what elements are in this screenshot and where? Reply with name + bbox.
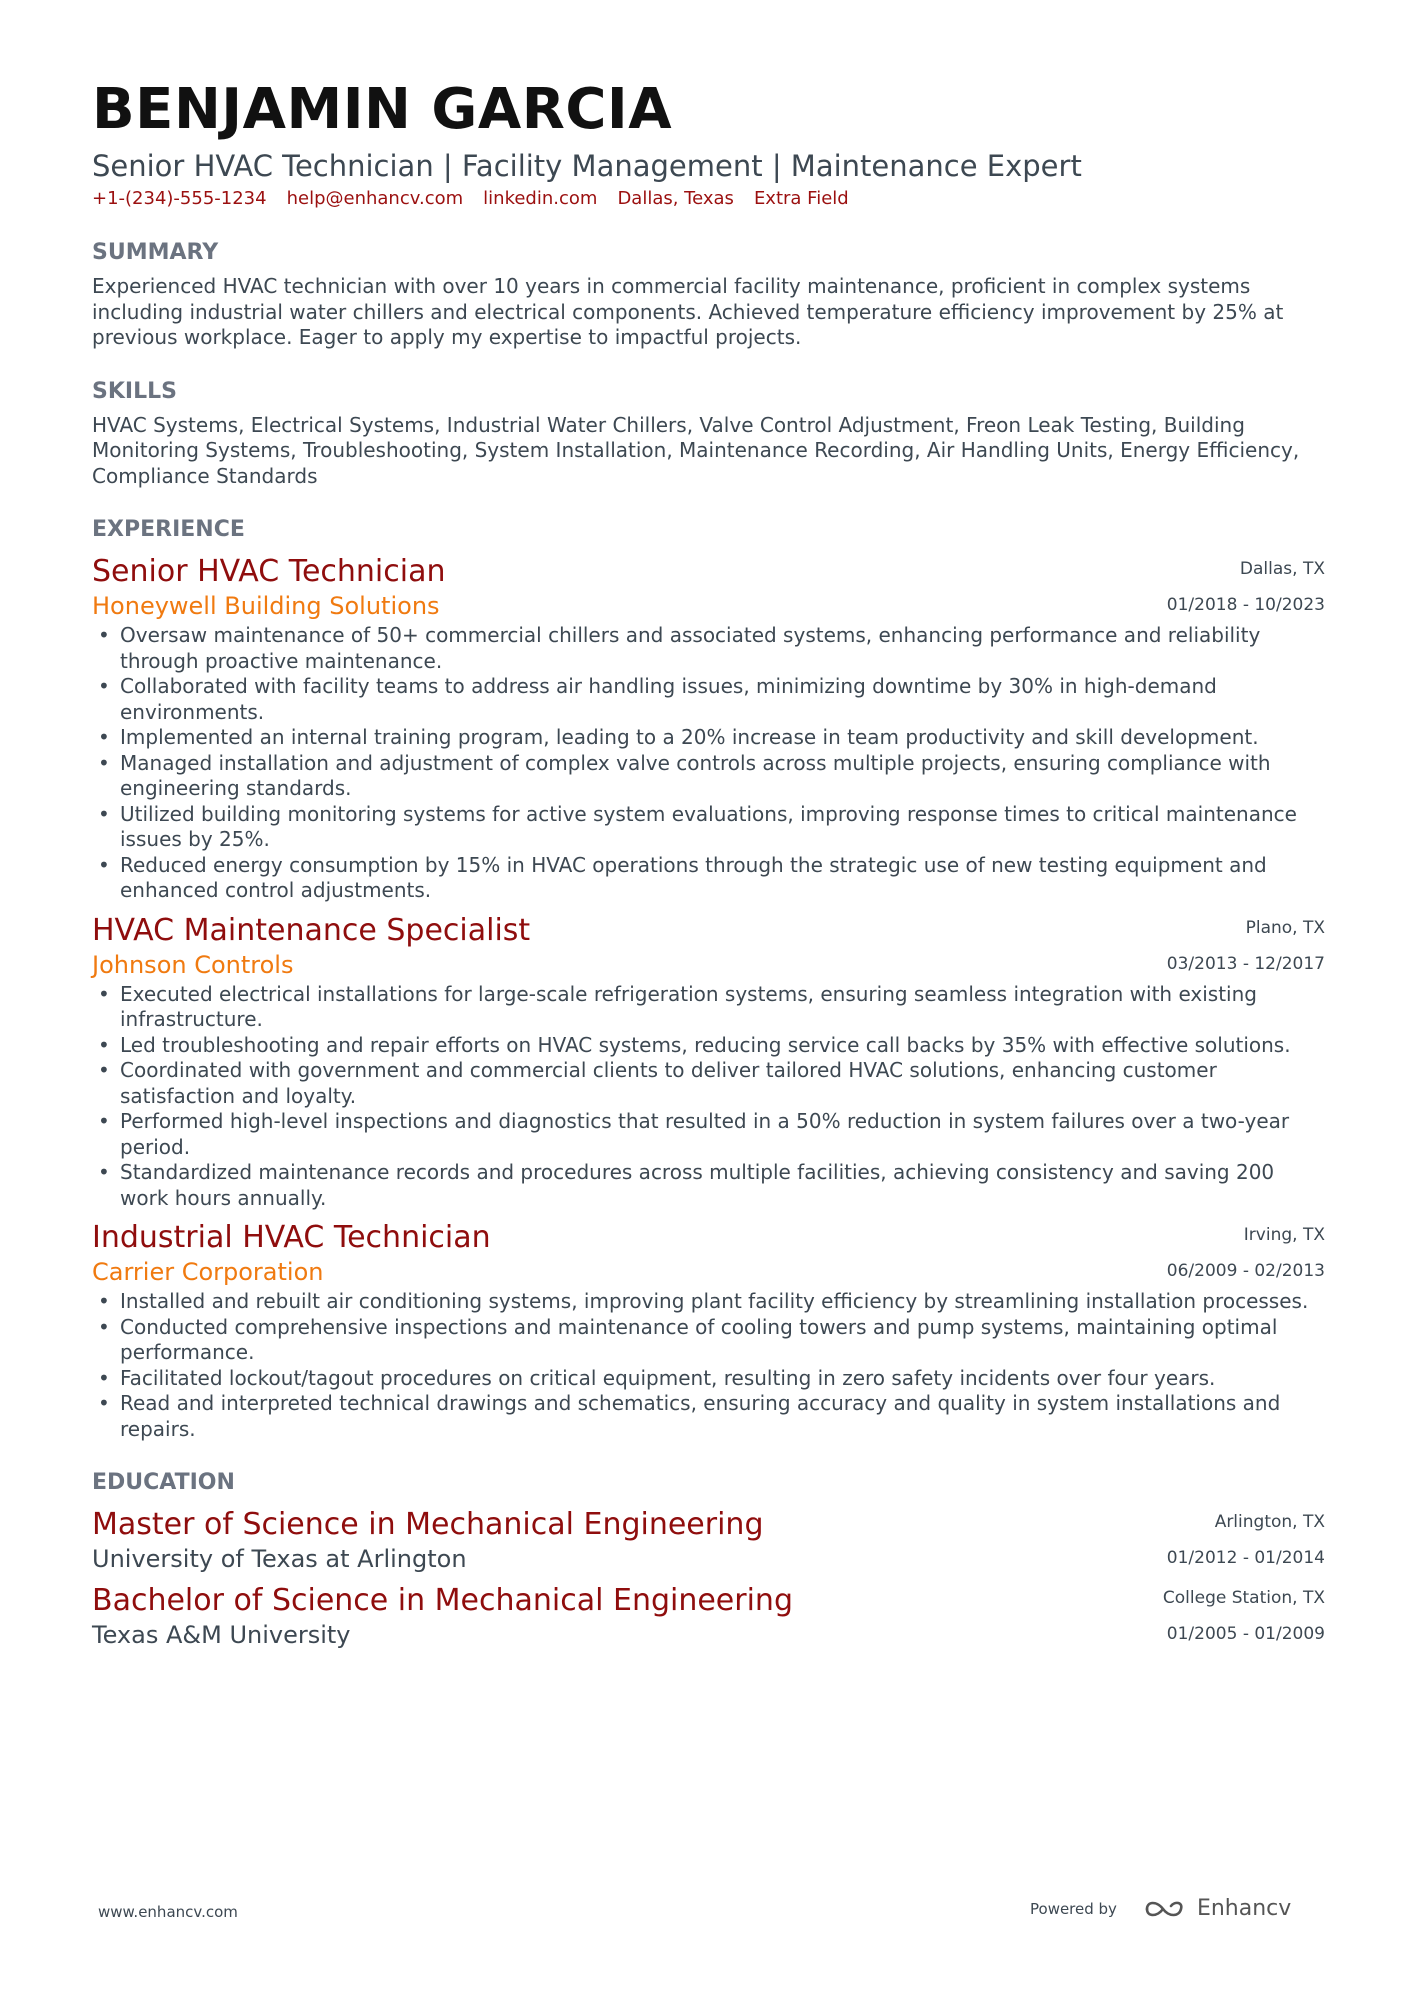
experience-heading: EXPERIENCE xyxy=(92,517,245,542)
job-location: Irving, TX xyxy=(1243,1225,1325,1245)
list-item: • Managed installation and adjustment of complex valve controls across multiple projects, ensuring compliance with engineering standards. xyxy=(92,751,1325,802)
contact-location: Dallas, Texas xyxy=(617,188,734,209)
contact-linkedin[interactable]: linkedin.com xyxy=(483,188,598,209)
job-title: Industrial HVAC Technician xyxy=(92,1220,491,1255)
brand-name: Enhancv xyxy=(1196,1896,1292,1921)
degree-title: Bachelor of Science in Mechanical Engineering xyxy=(92,1583,793,1618)
skills-text: HVAC Systems, Electrical Systems, Industrial Water Chillers, Valve Control Adjustment, Freon Leak Testing, Building Monitoring Systems, Troubleshooting, System Installation, Maintenance Recording, Air Handling Units, Energy Efficiency, Compliance Standards xyxy=(92,412,1300,488)
education-entry xyxy=(92,1582,1325,1650)
school-location: College Station, TX xyxy=(1162,1588,1325,1608)
summary-text: Experienced HVAC technician with over 10 years in commercial facility maintenance, proficient in complex systems including industrial water chillers and electrical components. Achieved temperature efficiency improvement by 25% at previous workplace. Eager to apply my expertise to impactful projects. xyxy=(92,274,1284,349)
job-title: Senior HVAC Technician xyxy=(92,554,446,589)
list-item: • Oversaw maintenance of 50+ commercial chillers and associated systems, enhancing performance and reliability through proactive maintenance. xyxy=(92,623,1325,674)
list-item: • Led troubleshooting and repair efforts on HVAC systems, reducing service call backs by 35% with effective solutions. xyxy=(92,1033,1325,1059)
job-company: Carrier Corporation xyxy=(92,1258,324,1286)
job-location: Dallas, TX xyxy=(1239,559,1325,579)
list-item: • Standardized maintenance records and procedures across multiple facilities, achieving consistency and saving 200 work hours annually. xyxy=(92,1160,1325,1211)
job-dates: 06/2009 - 02/2013 xyxy=(1166,1261,1325,1281)
footer-branding xyxy=(1030,1896,1291,1921)
experience-entry xyxy=(92,1219,1325,1442)
list-item: • Coordinated with government and commercial clients to deliver tailored HVAC solutions, enhancing customer satisfaction and loyalty. xyxy=(92,1058,1325,1109)
list-item: • Conducted comprehensive inspections and maintenance of cooling towers and pump systems, maintaining optimal performance. xyxy=(92,1315,1325,1366)
candidate-title: Senior HVAC Technician | Facility Management | Maintenance Expert xyxy=(92,149,1082,183)
job-dates: 01/2018 - 10/2023 xyxy=(1166,595,1325,615)
brand-logo[interactable] xyxy=(1143,1896,1291,1921)
contact-phone[interactable]: +1-(234)-555-1234 xyxy=(92,188,267,209)
enhancv-logo-icon xyxy=(1143,1898,1189,1920)
list-item: • Implemented an internal training program, leading to a 20% increase in team productivity and skill development. xyxy=(92,725,1325,751)
job-bullets xyxy=(92,623,1325,904)
list-item: • Performed high-level inspections and diagnostics that resulted in a 50% reduction in system failures over a two-year period. xyxy=(92,1109,1325,1160)
job-dates: 03/2013 - 12/2017 xyxy=(1166,953,1325,974)
contact-row xyxy=(92,186,1325,212)
job-bullets xyxy=(92,1289,1325,1442)
school-dates: 01/2005 - 01/2009 xyxy=(1166,1624,1325,1644)
job-company: Johnson Controls xyxy=(92,950,294,979)
school-dates: 01/2012 - 01/2014 xyxy=(1166,1548,1325,1568)
education-entry xyxy=(92,1506,1325,1574)
resume-page xyxy=(92,78,1325,1650)
education-heading: EDUCATION xyxy=(92,1470,235,1495)
skills-heading: SKILLS xyxy=(92,378,177,404)
list-item: • Read and interpreted technical drawings and schematics, ensuring accuracy and quality in system installations and repairs. xyxy=(92,1391,1325,1442)
powered-by-label: Powered by xyxy=(1030,1899,1117,1918)
list-item: • Facilitated lockout/tagout procedures on critical equipment, resulting in zero safety incidents over four years. xyxy=(92,1366,1325,1392)
list-item: • Utilized building monitoring systems for active system evaluations, improving response times to critical maintenance issues by 25%. xyxy=(92,802,1325,853)
contact-extra-field: Extra Field xyxy=(753,188,849,209)
experience-entry xyxy=(92,912,1325,1212)
list-item: • Installed and rebuilt air conditioning systems, improving plant facility efficiency by streamlining installation processes. xyxy=(92,1289,1325,1315)
job-company: Honeywell Building Solutions xyxy=(92,592,440,620)
experience-entry xyxy=(92,553,1325,904)
contact-email[interactable]: help@enhancv.com xyxy=(286,188,464,209)
list-item: • Executed electrical installations for large-scale refrigeration systems, ensuring seamless integration with existing infrastructure. xyxy=(92,982,1325,1033)
list-item: • Reduced energy consumption by 15% in HVAC operations through the strategic use of new testing equipment and enhanced control adjustments. xyxy=(92,853,1325,904)
school-name: University of Texas at Arlington xyxy=(92,1545,467,1573)
school-location: Arlington, TX xyxy=(1214,1512,1325,1532)
job-location: Plano, TX xyxy=(1245,917,1325,938)
degree-title: Master of Science in Mechanical Engineering xyxy=(92,1507,764,1542)
job-title: HVAC Maintenance Specialist xyxy=(92,912,531,948)
school-name: Texas A&M University xyxy=(92,1621,351,1649)
candidate-name: BENJAMIN GARCIA xyxy=(92,77,673,142)
list-item: • Collaborated with facility teams to address air handling issues, minimizing downtime by 30% in high-demand environments. xyxy=(92,674,1325,725)
job-bullets xyxy=(92,982,1325,1212)
footer-website[interactable]: www.enhancv.com xyxy=(98,1903,238,1921)
summary-heading: SUMMARY xyxy=(92,240,219,265)
